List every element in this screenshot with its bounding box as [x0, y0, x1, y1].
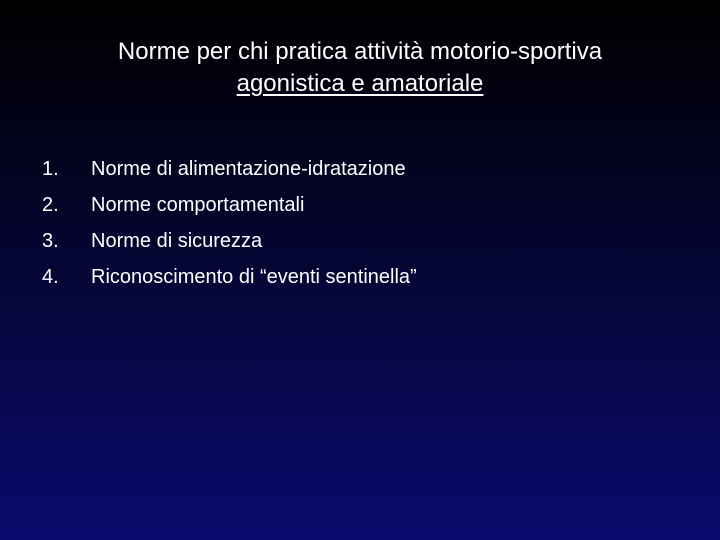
- list-item-text: Norme comportamentali: [91, 194, 305, 216]
- list-item-number: 4.: [42, 266, 59, 288]
- list-item: [42, 259, 417, 295]
- list-item: [42, 187, 417, 223]
- list-item-number: 1.: [42, 158, 59, 180]
- list-item: [42, 151, 417, 187]
- list-item-number: 2.: [42, 194, 59, 216]
- slide-title: [0, 36, 720, 100]
- list-item-text: Norme di alimentazione-idratazione: [91, 158, 406, 180]
- title-line-1: Norme per chi pratica attività motorio-sportiva: [117, 38, 603, 65]
- list-item-text: Riconoscimento di “eventi sentinella”: [91, 266, 417, 288]
- list-item: [42, 223, 417, 259]
- list-item-text: Norme di sicurezza: [91, 230, 263, 252]
- title-line-2: agonistica e amatoriale: [236, 70, 484, 97]
- numbered-list: [42, 151, 417, 295]
- list-item-number: 3.: [42, 230, 59, 252]
